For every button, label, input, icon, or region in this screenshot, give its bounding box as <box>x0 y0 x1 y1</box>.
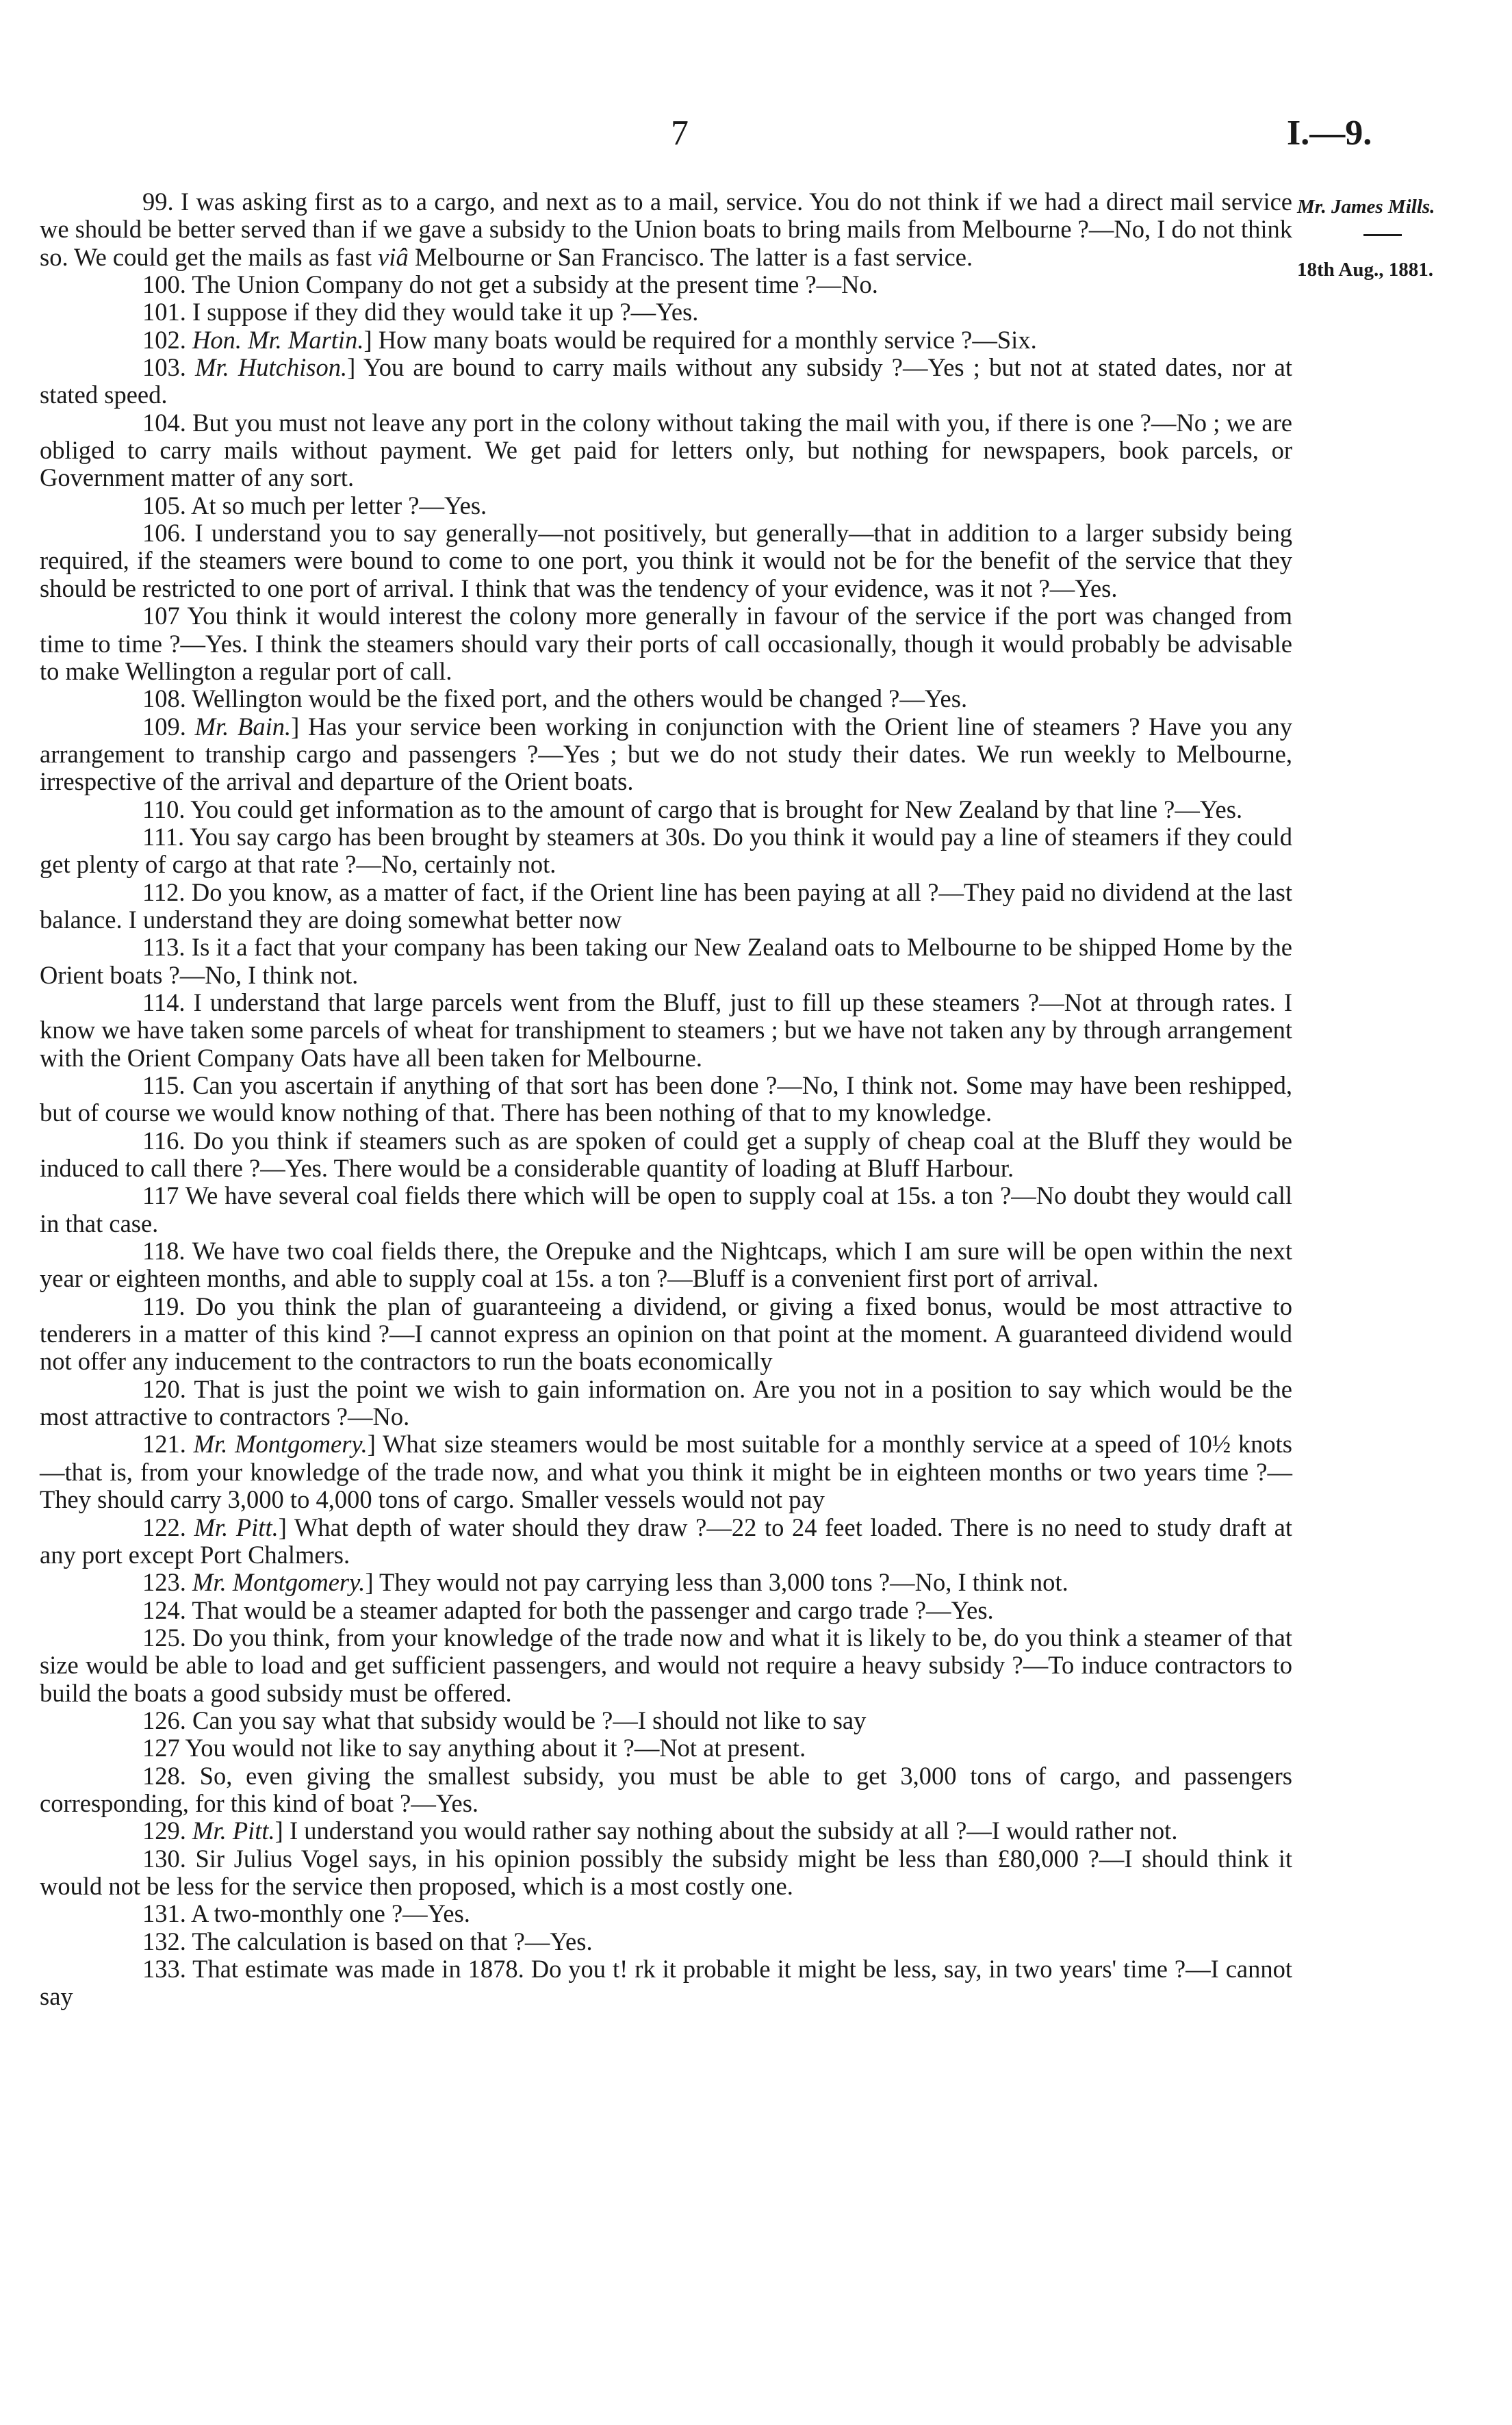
paragraph-103: 103. Mr. Hutchison.] You are bound to carry mails without any subsidy ?—Yes ; but not at stated dates, nor at stated speed. <box>40 353 1292 409</box>
paragraph-114: 114. I understand that large parcels went from the Bluff, just to fill up these steamers ?—Not at through rates. I know we have taken some parcels of wheat for transhipment to steamers ; but we have not taken any by through arrangement with the Orient Company Oats have all been taken for Melbourne. <box>40 988 1292 1072</box>
paragraph-105: 105. At so much per letter ?—Yes. <box>142 491 487 519</box>
paragraph-120: 120. That is just the point we wish to gain information on. Are you not in a position to say which would be the most attractive to contractors ?—No. <box>40 1374 1292 1431</box>
paragraph-126: 126. Can you say what that subsidy would be ?—I should not like to say <box>142 1706 867 1734</box>
document-reference: I.—9. <box>1287 114 1372 153</box>
paragraph-131: 131. A two-monthly one ?—Yes. <box>142 1899 470 1928</box>
paragraph-129: 129. Mr. Pitt.] I understand you would rather say nothing about the subsidy at all ?—I would rather not. <box>142 1817 1178 1845</box>
paragraph-132: 132. The calculation is based on that ?—Yes. <box>142 1927 593 1955</box>
paragraph-104: 104. But you must not leave any port in the colony without taking the mail with you, if there is one ?—No ; we are obliged to carry mails without payment. We get paid for letters only, but nothing for newspapers, book parcels, or Government matter of any sort. <box>40 408 1292 492</box>
paragraph-108: 108. Wellington would be the fixed port, and the others would be changed ?—Yes. <box>142 684 968 713</box>
margin-rule <box>1363 234 1402 236</box>
paragraph-123: 123. Mr. Montgomery.] They would not pay carrying less than 3,000 tons ?—No, I think not. <box>142 1568 1068 1597</box>
margin-date: 18th Aug., 1881. <box>1297 259 1434 281</box>
paragraph-130: 130. Sir Julius Vogel says, in his opinion possibly the subsidy might be less than £80,000 ?—I should think it would not be less for the service then proposed, which is a most costly one. <box>40 1844 1292 1900</box>
paragraph-125: 125. Do you think, from your knowledge of the trade now and what it is likely to be, do you think a steamer of that size would be able to load and get sufficient passengers, and would not require a heavy subsidy ?—To induce contractors to build the boats a good subsidy must be offered. <box>40 1623 1292 1707</box>
paragraph-118: 118. We have two coal fields there, the Orepuke and the Nightcaps, which I am sure will be open within the next year or eighteen months, and able to supply coal at 15s. a ton ?—Bluff is a convenient first port of arrival. <box>40 1237 1292 1293</box>
paragraph-128: 128. So, even giving the smallest subsidy, you must be able to get 3,000 tons of cargo, and passengers corresponding, for this kind of boat ?—Yes. <box>40 1761 1292 1817</box>
paragraph-127: 127 You would not like to say anything about it ?—Not at present. <box>142 1734 806 1762</box>
paragraph-99: 99. I was asking first as to a cargo, and next as to a mail, service. You do not think if we had a direct mail service we should be better served than if we gave a subsidy to the Union boats to bring mails from Melbourne ?—No, I do not think so. We could get the mails as fast viâ Melbourne or San Francisco. The latter is a fast service. <box>40 188 1292 271</box>
paragraph-101: 101. I suppose if they did they would take it up ?—Yes. <box>142 298 699 326</box>
paragraph-109: 109. Mr. Bain.] Has your service been working in conjunction with the Orient line of steamers ? Have you any arrangement to tranship cargo and passengers ?—Yes ; but we do not study their dates. We run weekly to Melbourne, irrespective of the arrival and departure of the Orient boats. <box>40 712 1293 796</box>
paragraph-115: 115. Can you ascertain if anything of that sort has been done ?—No, I think not. Some may have been reshipped, but of course we would know nothing of that. There has been nothing of that to my knowledge. <box>40 1071 1292 1127</box>
margin-witness-name: Mr. James Mills. <box>1297 196 1435 218</box>
paragraph-102: 102. Hon. Mr. Martin.] How many boats would be required for a monthly service ?—Six. <box>142 325 1037 354</box>
paragraph-107: 107 You think it would interest the colony more generally in favour of the service if the port was changed from time to time ?—Yes. I think the steamers should vary their ports of call occasionally, though it would probably be advisable to make Wellington a regular port of call. <box>40 602 1292 685</box>
paragraph-110: 110. You could get information as to the amount of cargo that is brought for New Zealand by that line ?—Yes. <box>142 795 1243 823</box>
evidence-body <box>40 188 1292 2011</box>
paragraph-122: 122. Mr. Pitt.] What depth of water should they draw ?—22 to 24 feet loaded. There is no need to study draft at any port except Port Chalmers. <box>40 1513 1292 1569</box>
paragraph-112: 112. Do you know, as a matter of fact, if the Orient line has been paying at all ?—They paid no dividend at the last balance. I understand they are doing somewhat better now <box>40 877 1292 934</box>
paragraph-121: 121. Mr. Montgomery.] What size steamers would be most suitable for a monthly service at a speed of 10½ knots—that is, from your knowledge of the trade now, and what you think it might be in eighteen months or two years time ?—They should carry 3,000 to 4,000 tons of cargo. Smaller vessels would not pay <box>40 1430 1293 1514</box>
paragraph-116: 116. Do you think if steamers such as are spoken of could get a supply of cheap coal at the Bluff they would be induced to call there ?—Yes. There would be a considerable quantity of loading at Bluff Harbour. <box>40 1126 1292 1183</box>
paragraph-100: 100. The Union Company do not get a subsidy at the present time ?—No. <box>142 270 878 299</box>
paragraph-124: 124. That would be a steamer adapted for both the passenger and cargo trade ?—Yes. <box>142 1595 994 1624</box>
paragraph-133: 133. That estimate was made in 1878. Do you t! rk it probable it might be less, say, in two years' time ?—I cannot say <box>40 1955 1292 2011</box>
paragraph-117: 117 We have several coal fields there which will be open to supply coal at 15s. a ton ?—No doubt they would call in that case. <box>40 1181 1292 1237</box>
paragraph-111: 111. You say cargo has been brought by steamers at 30s. Do you think it would pay a line of steamers if they could get plenty of cargo at that rate ?—No, certainly not. <box>40 822 1292 879</box>
page-number: 7 <box>671 114 689 153</box>
paragraph-106: 106. I understand you to say generally—not positively, but generally—that in addition to a larger subsidy being required, if the steamers were bound to come to one port, you think it would not be for the benefit of the service that they should be restricted to one port of arrival. I think that was the tendency of your evidence, was it not ?—Yes. <box>40 519 1292 602</box>
paragraph-113: 113. Is it a fact that your company has been taking our New Zealand oats to Melbourne to be shipped Home by the Orient boats ?—No, I think not. <box>40 933 1292 989</box>
paragraph-119: 119. Do you think the plan of guaranteeing a dividend, or giving a fixed bonus, would be most attractive to tenderers in a matter of this kind ?—I cannot express an opinion on that point at the moment. A guaranteed dividend would not offer any inducement to the contractors to run the boats economically <box>40 1292 1292 1376</box>
